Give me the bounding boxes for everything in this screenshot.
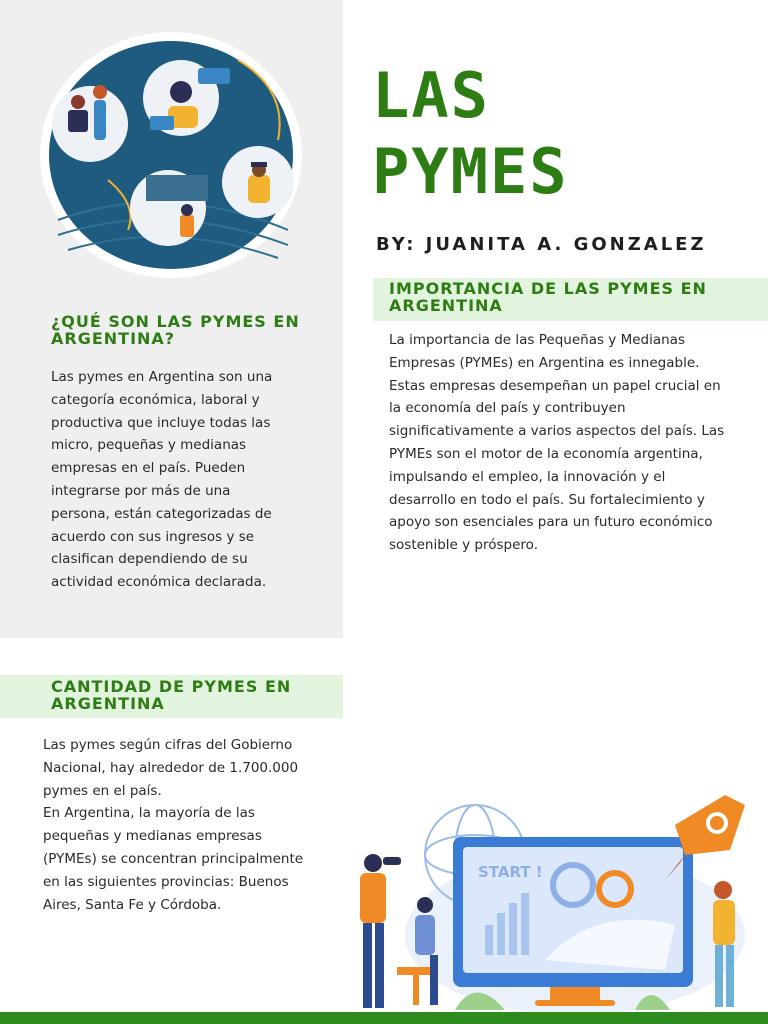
body-cantidad (43, 734, 313, 916)
body-importancia: La importancia de las Pequeñas y Medianas Empresas (PYMEs) en Argentina es innegable. Estas empresas desempeñan un papel crucial en la economía del país y contribuyen significativamente a varios aspectos del país. Las PYMEs son el motor de la economía argentina, impulsando el empleo, la innovación y el desarrollo en todo el país. Su fortalecimiento y apoyo son esenciales para un futuro económico sostenible y próspero. (389, 332, 725, 554)
title-line-2: PYMES (372, 135, 569, 208)
hero-illustration (38, 30, 304, 280)
heading-cantidad: CANTIDAD DE PYMES EN ARGENTINA (51, 677, 292, 713)
heading-que-son: ¿QUÉ SON LAS PYMES EN ARGENTINA? (51, 312, 300, 348)
footer-bar (0, 1012, 768, 1024)
startup-illustration (335, 785, 768, 1015)
body-cantidad-p1: Las pymes según cifras del Gobierno Nacional, hay alrededor de 1.700.000 pymes en el país. (43, 737, 299, 799)
heading-importancia: IMPORTANCIA DE LAS PYMES EN ARGENTINA (389, 279, 707, 315)
body-cantidad-p2: En Argentina, la mayoría de las pequeñas y medianas empresas (PYMEs) se concentran principalmente en las siguientes provincias: Buenos Aires, Santa Fe y Córdoba. (43, 805, 304, 913)
title-line-1: LAS (372, 59, 490, 132)
author-byline: BY: JUANITA A. GONZALEZ (376, 234, 707, 255)
body-que-son: Las pymes en Argentina son una categoría económica, laboral y productiva que incluye todas las micro, pequeñas y medianas empresas en el país. Pueden integrarse por más de una persona, están categorizadas de acuerdo con sus ingresos y se clasifican dependiendo de su actividad económica declarada. (51, 369, 273, 591)
start-label: START ! (478, 863, 543, 881)
main-title (372, 58, 569, 210)
